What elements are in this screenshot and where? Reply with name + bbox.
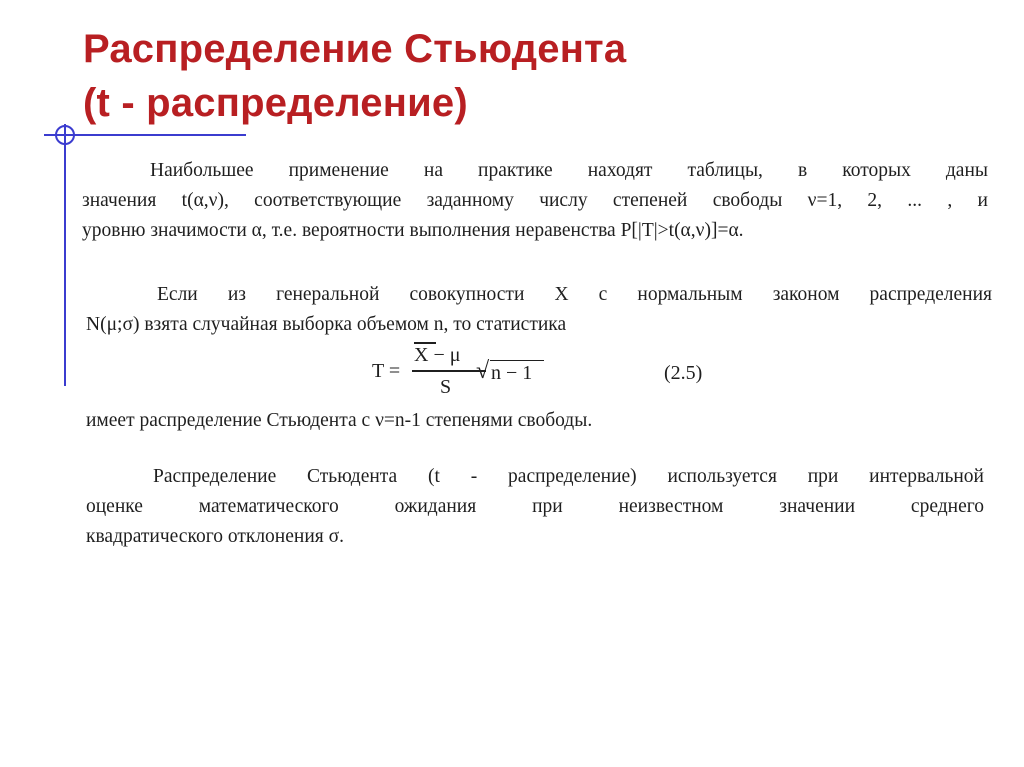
formula-denominator: S: [440, 376, 452, 398]
fraction-bar: [412, 370, 486, 372]
slide-title: [83, 22, 626, 130]
radical-overline: [490, 360, 544, 361]
slide-title-line-1: Распределение Стьюдента: [83, 27, 627, 71]
paragraph-line: N(μ;σ) взята случайная выборка объемом n, то статистика: [86, 314, 567, 335]
formula-radicand: n − 1: [491, 362, 533, 384]
paragraph-table-usage: [82, 156, 988, 246]
frame-vertical-line: [64, 124, 66, 386]
paragraph-line: оценке математического ожидания при неизвестном значении среднего: [86, 496, 984, 517]
radical-sign: √: [476, 358, 490, 384]
formula-2-5: [366, 340, 726, 400]
slide-title-line-2: (t - распределение): [83, 81, 468, 125]
frame-circle: [55, 125, 75, 145]
formula-numerator: X − μ: [414, 344, 461, 366]
paragraph-distribution-result: [86, 406, 592, 436]
paragraph-line: уровню значимости α, т.е. вероятности выполнения неравенства P[|T|>t(α,ν)]=α.: [82, 220, 744, 241]
paragraph-line: Распределение Стьюдента (t - распределение) используется при интервальной: [153, 466, 984, 487]
formula-number: (2.5): [664, 362, 703, 384]
paragraph-line: значения t(α,ν), соответствующие заданному числу степеней свободы ν=1, 2, ... , и: [82, 190, 988, 211]
paragraph-line: имеет распределение Стьюдента с ν=n-1 степенями свободы.: [86, 410, 593, 431]
paragraph-sample-statistic: [86, 280, 992, 340]
paragraph-interval-estimation: [86, 462, 984, 552]
paragraph-line: Наибольшее применение на практике находят таблицы, в которых даны: [150, 160, 988, 181]
paragraph-line: квадратического отклонения σ.: [86, 526, 344, 547]
paragraph-line: Если из генеральной совокупности X с нормальным законом распределения: [157, 284, 992, 305]
formula-lhs: T =: [372, 360, 401, 382]
